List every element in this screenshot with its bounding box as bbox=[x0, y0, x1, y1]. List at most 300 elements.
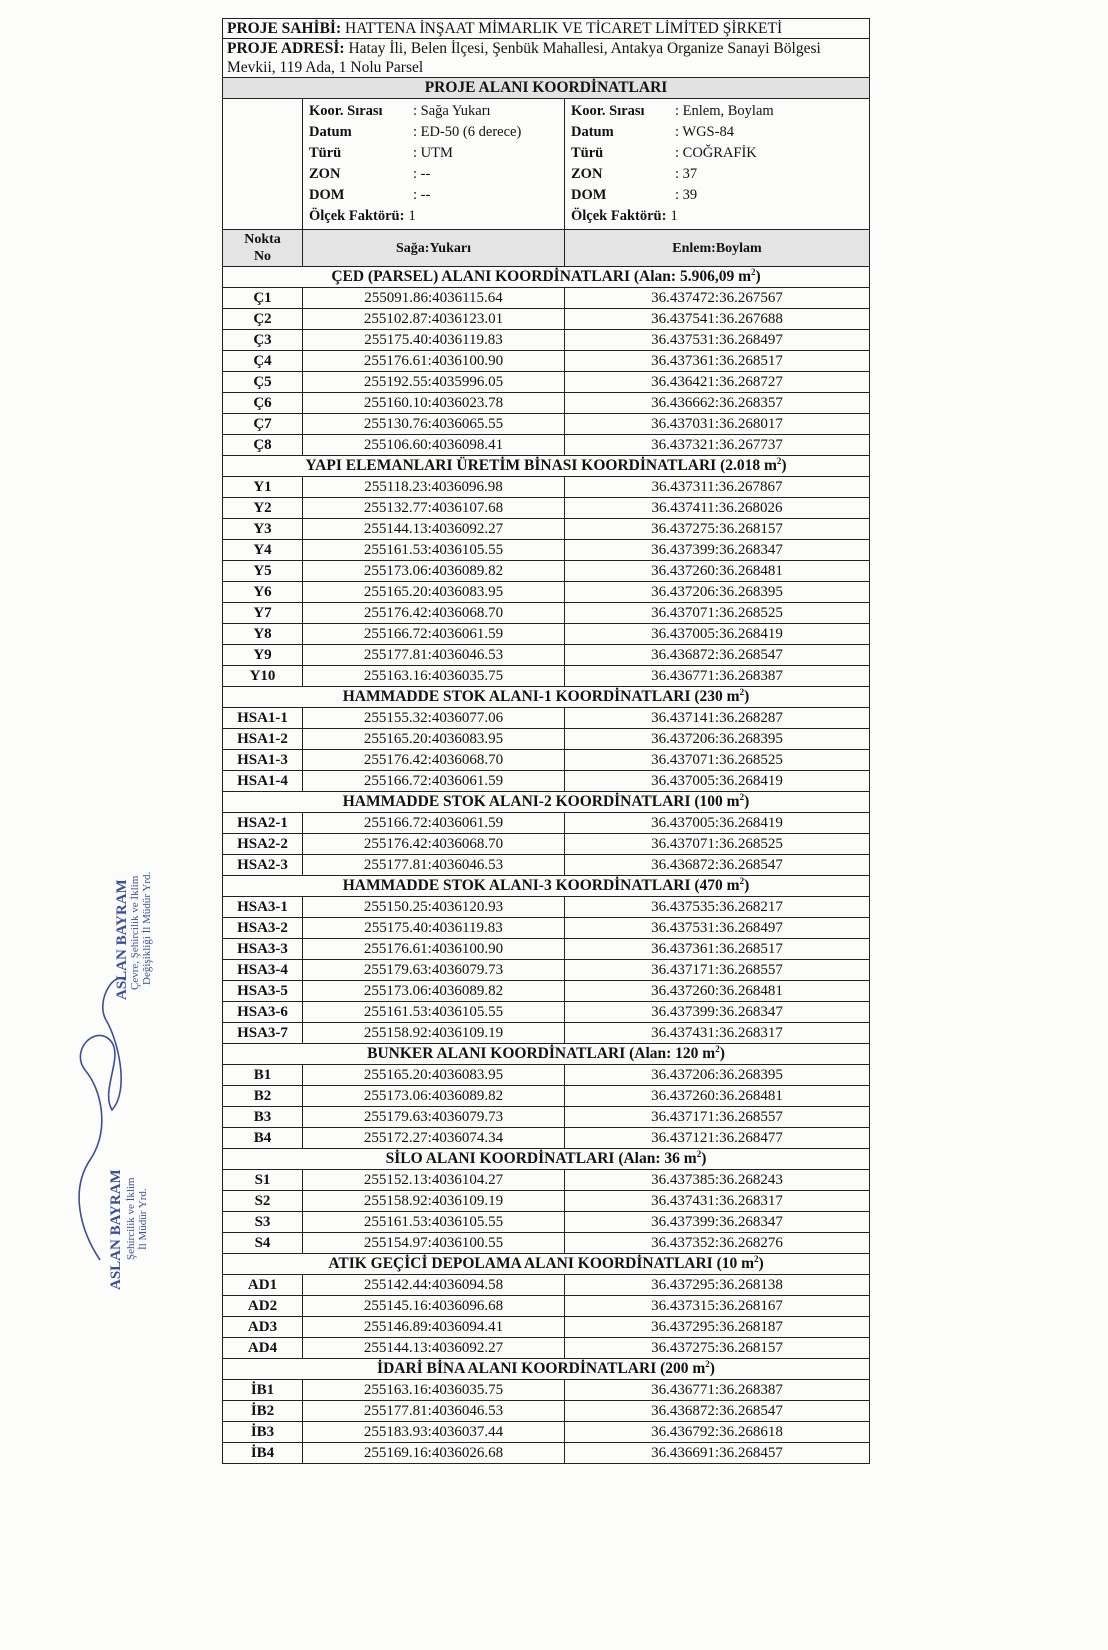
section-title bbox=[223, 1149, 870, 1170]
utm-coordinate: 255176.42:4036068.70 bbox=[303, 603, 565, 624]
info-right-block bbox=[565, 99, 870, 230]
section-title-text: HAMMADDE STOK ALANI-3 KOORDİNATLARI (470 m bbox=[342, 877, 740, 894]
table-row bbox=[223, 1191, 870, 1212]
coordinates-document bbox=[222, 18, 869, 1464]
section-title-superscript: 2 bbox=[751, 266, 756, 277]
table-row bbox=[223, 1401, 870, 1422]
utm-coordinate: 255106.60:4036098.41 bbox=[303, 435, 565, 456]
table-row bbox=[223, 498, 870, 519]
info-value: : Sağa Yukarı bbox=[413, 103, 491, 119]
point-number: S1 bbox=[223, 1170, 303, 1191]
geo-coordinate: 36.436872:36.268547 bbox=[565, 855, 870, 876]
geo-coordinate: 36.437399:36.268347 bbox=[565, 1212, 870, 1233]
section-title-tail: ) bbox=[744, 688, 750, 705]
point-number: HSA2-2 bbox=[223, 834, 303, 855]
info-right-row bbox=[571, 101, 869, 122]
column-header-utm: Sağa:Yukarı bbox=[303, 230, 565, 267]
address-value: Hatay İli, Belen İlçesi, Şenbük Mahallesi, Antakya Organize Sanayi Bölgesi Mevkii, 119 Ada, 1 Nolu Parsel bbox=[227, 40, 821, 76]
table-row bbox=[223, 1443, 870, 1464]
utm-coordinate: 255160.10:4036023.78 bbox=[303, 393, 565, 414]
section-title-superscript: 2 bbox=[715, 1043, 720, 1054]
point-number: Ç4 bbox=[223, 351, 303, 372]
info-key: Türü bbox=[571, 145, 604, 161]
geo-coordinate: 36.437411:36.268026 bbox=[565, 498, 870, 519]
info-value: 1 bbox=[670, 208, 678, 224]
section-header-row bbox=[223, 456, 870, 477]
geo-coordinate: 36.437260:36.268481 bbox=[565, 561, 870, 582]
geo-coordinate: 36.437399:36.268347 bbox=[565, 1002, 870, 1023]
column-header-row bbox=[223, 230, 870, 267]
table-row bbox=[223, 561, 870, 582]
info-value: : COĞRAFİK bbox=[675, 145, 757, 161]
info-left-row bbox=[309, 206, 564, 227]
geo-coordinate: 36.437206:36.268395 bbox=[565, 582, 870, 603]
info-value: : 37 bbox=[675, 166, 698, 182]
geo-coordinate: 36.437206:36.268395 bbox=[565, 1065, 870, 1086]
info-left-row bbox=[309, 185, 564, 206]
utm-coordinate: 255130.76:4036065.55 bbox=[303, 414, 565, 435]
section-title bbox=[223, 456, 870, 477]
table-row bbox=[223, 645, 870, 666]
table-row bbox=[223, 1380, 870, 1401]
page-title: PROJE ALANI KOORDİNATLARI bbox=[223, 78, 870, 99]
geo-coordinate: 36.437531:36.268497 bbox=[565, 330, 870, 351]
point-number: İB3 bbox=[223, 1422, 303, 1443]
point-number: HSA1-3 bbox=[223, 750, 303, 771]
point-number: Y8 bbox=[223, 624, 303, 645]
point-number: İB2 bbox=[223, 1401, 303, 1422]
table-row bbox=[223, 1170, 870, 1191]
info-right-row bbox=[571, 185, 869, 206]
utm-coordinate: 255163.16:4036035.75 bbox=[303, 666, 565, 687]
geo-coordinate: 36.436872:36.268547 bbox=[565, 645, 870, 666]
utm-coordinate: 255169.16:4036026.68 bbox=[303, 1443, 565, 1464]
point-number: HSA2-1 bbox=[223, 813, 303, 834]
utm-coordinate: 255165.20:4036083.95 bbox=[303, 582, 565, 603]
section-title-tail: ) bbox=[744, 793, 750, 810]
point-number: AD3 bbox=[223, 1317, 303, 1338]
info-key: Koor. Sırası bbox=[309, 103, 383, 119]
utm-coordinate: 255132.77:4036107.68 bbox=[303, 498, 565, 519]
geo-coordinate: 36.437005:36.268419 bbox=[565, 813, 870, 834]
info-left-row bbox=[309, 101, 564, 122]
utm-coordinate: 255161.53:4036105.55 bbox=[303, 540, 565, 561]
geo-coordinate: 36.436691:36.268457 bbox=[565, 1443, 870, 1464]
info-key: ZON bbox=[309, 166, 341, 182]
info-key: Ölçek Faktörü: bbox=[571, 208, 667, 224]
utm-coordinate: 255192.55:4035996.05 bbox=[303, 372, 565, 393]
info-left-row bbox=[309, 143, 564, 164]
table-row bbox=[223, 1002, 870, 1023]
section-header-row bbox=[223, 792, 870, 813]
section-title bbox=[223, 792, 870, 813]
geo-coordinate: 36.437171:36.268557 bbox=[565, 960, 870, 981]
point-number: Ç5 bbox=[223, 372, 303, 393]
geo-coordinate: 36.436771:36.268387 bbox=[565, 666, 870, 687]
section-title-superscript: 2 bbox=[696, 1148, 702, 1159]
title-row bbox=[223, 78, 870, 99]
owner-cell bbox=[223, 19, 870, 39]
coordinates-table-body bbox=[223, 19, 870, 1464]
point-number: HSA3-7 bbox=[223, 1023, 303, 1044]
geo-coordinate: 36.436662:36.268357 bbox=[565, 393, 870, 414]
geo-coordinate: 36.437275:36.268157 bbox=[565, 519, 870, 540]
point-number: HSA3-4 bbox=[223, 960, 303, 981]
table-row bbox=[223, 582, 870, 603]
point-number: AD4 bbox=[223, 1338, 303, 1359]
geo-coordinate: 36.437531:36.268497 bbox=[565, 918, 870, 939]
table-row bbox=[223, 750, 870, 771]
table-row bbox=[223, 1317, 870, 1338]
geo-coordinate: 36.437141:36.268287 bbox=[565, 708, 870, 729]
table-row bbox=[223, 981, 870, 1002]
info-value: : 39 bbox=[675, 187, 698, 203]
utm-coordinate: 255176.42:4036068.70 bbox=[303, 834, 565, 855]
section-title-tail: ) bbox=[701, 1150, 707, 1167]
info-right-row bbox=[571, 164, 869, 185]
section-title-tail: ) bbox=[719, 1045, 725, 1062]
table-row bbox=[223, 897, 870, 918]
table-row bbox=[223, 666, 870, 687]
info-key: ZON bbox=[571, 166, 603, 182]
point-number: Y5 bbox=[223, 561, 303, 582]
official-stamp-signature bbox=[40, 790, 153, 1290]
point-number: B2 bbox=[223, 1086, 303, 1107]
table-row bbox=[223, 918, 870, 939]
utm-coordinate: 255172.27:4036074.34 bbox=[303, 1128, 565, 1149]
stamp-sub-right-1: Çevre, Şehircilik ve İklim bbox=[129, 875, 141, 990]
utm-coordinate: 255161.53:4036105.55 bbox=[303, 1212, 565, 1233]
stamp-sub-left-2: İl Müdür Yrd. bbox=[137, 1188, 149, 1250]
geo-coordinate: 36.437295:36.268138 bbox=[565, 1275, 870, 1296]
section-title bbox=[223, 1359, 870, 1380]
geo-coordinate: 36.437171:36.268557 bbox=[565, 1107, 870, 1128]
info-key: DOM bbox=[571, 187, 607, 203]
table-row bbox=[223, 1128, 870, 1149]
column-header-no bbox=[223, 230, 303, 267]
info-value: : WGS-84 bbox=[675, 124, 734, 140]
utm-coordinate: 255173.06:4036089.82 bbox=[303, 561, 565, 582]
info-right-row bbox=[571, 143, 869, 164]
utm-coordinate: 255183.93:4036037.44 bbox=[303, 1422, 565, 1443]
table-row bbox=[223, 1107, 870, 1128]
section-title-text: ATIK GEÇİCİ DEPOLAMA ALANI KOORDİNATLARI (10 m bbox=[328, 1255, 755, 1272]
geo-coordinate: 36.437121:36.268477 bbox=[565, 1128, 870, 1149]
section-title bbox=[223, 1254, 870, 1275]
utm-coordinate: 255176.61:4036100.90 bbox=[303, 351, 565, 372]
section-header-row bbox=[223, 1359, 870, 1380]
point-number: HSA1-2 bbox=[223, 729, 303, 750]
utm-coordinate: 255158.92:4036109.19 bbox=[303, 1023, 565, 1044]
geo-coordinate: 36.437311:36.267867 bbox=[565, 477, 870, 498]
table-row bbox=[223, 729, 870, 750]
point-number: Y10 bbox=[223, 666, 303, 687]
point-number: Y2 bbox=[223, 498, 303, 519]
point-number: Y7 bbox=[223, 603, 303, 624]
coordinates-table bbox=[222, 18, 870, 1464]
geo-coordinate: 36.437541:36.267688 bbox=[565, 309, 870, 330]
table-row bbox=[223, 1086, 870, 1107]
table-row bbox=[223, 309, 870, 330]
table-row bbox=[223, 372, 870, 393]
table-row bbox=[223, 288, 870, 309]
point-number: HSA2-3 bbox=[223, 855, 303, 876]
point-number: S4 bbox=[223, 1233, 303, 1254]
stamp-sub-left-1: Şehircilik ve İklim bbox=[125, 1177, 137, 1260]
point-number: Y3 bbox=[223, 519, 303, 540]
table-row bbox=[223, 1233, 870, 1254]
table-row bbox=[223, 855, 870, 876]
utm-coordinate: 255166.72:4036061.59 bbox=[303, 771, 565, 792]
utm-coordinate: 255155.32:4036077.06 bbox=[303, 708, 565, 729]
section-title-text: HAMMADDE STOK ALANI-2 KOORDİNATLARI (100 m bbox=[342, 793, 740, 810]
section-title bbox=[223, 687, 870, 708]
section-title-superscript: 2 bbox=[739, 791, 745, 802]
geo-coordinate: 36.436792:36.268618 bbox=[565, 1422, 870, 1443]
table-row bbox=[223, 393, 870, 414]
point-number: HSA1-4 bbox=[223, 771, 303, 792]
section-title-text: YAPI ELEMANLARI ÜRETİM BİNASI KOORDİNATLARI (2.018 m bbox=[305, 457, 777, 474]
utm-coordinate: 255145.16:4036096.68 bbox=[303, 1296, 565, 1317]
section-title bbox=[223, 1044, 870, 1065]
section-title-text: SİLO ALANI KOORDİNATLARI (Alan: 36 m bbox=[385, 1150, 697, 1167]
point-number: Y4 bbox=[223, 540, 303, 561]
utm-coordinate: 255177.81:4036046.53 bbox=[303, 855, 565, 876]
geo-coordinate: 36.436771:36.268387 bbox=[565, 1380, 870, 1401]
info-right-row bbox=[571, 206, 869, 227]
point-number: AD2 bbox=[223, 1296, 303, 1317]
info-empty-cell bbox=[223, 99, 303, 230]
utm-coordinate: 255152.13:4036104.27 bbox=[303, 1170, 565, 1191]
geo-coordinate: 36.437260:36.268481 bbox=[565, 1086, 870, 1107]
section-title-superscript: 2 bbox=[705, 1358, 710, 1369]
column-header-no-line2: No bbox=[253, 249, 272, 264]
section-title-tail: ) bbox=[744, 877, 750, 894]
column-header-geo: Enlem:Boylam bbox=[565, 230, 870, 267]
info-value: : -- bbox=[413, 187, 431, 203]
geo-coordinate: 36.437071:36.268525 bbox=[565, 603, 870, 624]
section-title-text: BUNKER ALANI KOORDİNATLARI (Alan: 120 m bbox=[367, 1045, 716, 1062]
section-title-superscript: 2 bbox=[739, 875, 745, 886]
utm-coordinate: 255177.81:4036046.53 bbox=[303, 1401, 565, 1422]
geo-coordinate: 36.437431:36.268317 bbox=[565, 1191, 870, 1212]
utm-coordinate: 255175.40:4036119.83 bbox=[303, 330, 565, 351]
table-row bbox=[223, 771, 870, 792]
point-number: B4 bbox=[223, 1128, 303, 1149]
point-number: HSA1-1 bbox=[223, 708, 303, 729]
section-title-tail: ) bbox=[781, 457, 787, 474]
table-row bbox=[223, 1422, 870, 1443]
table-row bbox=[223, 1023, 870, 1044]
utm-coordinate: 255173.06:4036089.82 bbox=[303, 981, 565, 1002]
section-header-row bbox=[223, 1254, 870, 1275]
table-row bbox=[223, 708, 870, 729]
point-number: B1 bbox=[223, 1065, 303, 1086]
utm-coordinate: 255102.87:4036123.01 bbox=[303, 309, 565, 330]
geo-coordinate: 36.437031:36.268017 bbox=[565, 414, 870, 435]
section-header-row bbox=[223, 687, 870, 708]
info-left-row bbox=[309, 164, 564, 185]
address-label: PROJE ADRESİ: bbox=[227, 40, 345, 57]
point-number: Y6 bbox=[223, 582, 303, 603]
point-number: Ç7 bbox=[223, 414, 303, 435]
geo-coordinate: 36.436872:36.268547 bbox=[565, 1401, 870, 1422]
geo-coordinate: 36.437206:36.268395 bbox=[565, 729, 870, 750]
utm-coordinate: 255146.89:4036094.41 bbox=[303, 1317, 565, 1338]
section-title-text: ÇED (PARSEL) ALANI KOORDİNATLARI (Alan: 5.906,09 m bbox=[331, 268, 752, 285]
point-number: S3 bbox=[223, 1212, 303, 1233]
point-number: İB4 bbox=[223, 1443, 303, 1464]
section-title-superscript: 2 bbox=[776, 455, 782, 466]
stamp-sub-right-2: Değişikliği İl Müdür Yrd. bbox=[141, 871, 153, 985]
utm-coordinate: 255144.13:4036092.27 bbox=[303, 1338, 565, 1359]
point-number: Ç8 bbox=[223, 435, 303, 456]
table-row bbox=[223, 1065, 870, 1086]
geo-coordinate: 36.436421:36.268727 bbox=[565, 372, 870, 393]
point-number: S2 bbox=[223, 1191, 303, 1212]
utm-coordinate: 255154.97:4036100.55 bbox=[303, 1233, 565, 1254]
utm-coordinate: 255144.13:4036092.27 bbox=[303, 519, 565, 540]
info-value: : -- bbox=[413, 166, 431, 182]
info-value: : ED-50 (6 derece) bbox=[413, 124, 522, 140]
info-left-row bbox=[309, 122, 564, 143]
geo-coordinate: 36.437321:36.267737 bbox=[565, 435, 870, 456]
section-header-row bbox=[223, 267, 870, 288]
column-header-no-line1: Nokta bbox=[244, 232, 281, 247]
table-row bbox=[223, 1275, 870, 1296]
address-cell bbox=[223, 39, 870, 78]
point-number: Y9 bbox=[223, 645, 303, 666]
table-row bbox=[223, 414, 870, 435]
geo-coordinate: 36.437431:36.268317 bbox=[565, 1023, 870, 1044]
utm-coordinate: 255179.63:4036079.73 bbox=[303, 960, 565, 981]
utm-coordinate: 255150.25:4036120.93 bbox=[303, 897, 565, 918]
point-number: Ç1 bbox=[223, 288, 303, 309]
section-title-tail: ) bbox=[755, 268, 761, 285]
info-key: Türü bbox=[309, 145, 342, 161]
utm-coordinate: 255161.53:4036105.55 bbox=[303, 1002, 565, 1023]
section-title-text: İDARİ BİNA ALANI KOORDİNATLARI (200 m bbox=[377, 1360, 706, 1377]
utm-coordinate: 255179.63:4036079.73 bbox=[303, 1107, 565, 1128]
section-title bbox=[223, 267, 870, 288]
table-row bbox=[223, 960, 870, 981]
info-value: : UTM bbox=[413, 145, 453, 161]
table-row bbox=[223, 603, 870, 624]
info-key: Ölçek Faktörü: bbox=[309, 208, 405, 224]
table-row bbox=[223, 435, 870, 456]
owner-value: HATTENA İNŞAAT MİMARLIK VE TİCARET LİMİTED ŞİRKETİ bbox=[345, 20, 783, 37]
info-key: Koor. Sırası bbox=[571, 103, 645, 119]
table-row bbox=[223, 939, 870, 960]
info-left-block bbox=[303, 99, 565, 230]
utm-coordinate: 255158.92:4036109.19 bbox=[303, 1191, 565, 1212]
geo-coordinate: 36.437399:36.268347 bbox=[565, 540, 870, 561]
point-number: İB1 bbox=[223, 1380, 303, 1401]
table-row bbox=[223, 1212, 870, 1233]
utm-coordinate: 255163.16:4036035.75 bbox=[303, 1380, 565, 1401]
table-row bbox=[223, 477, 870, 498]
utm-coordinate: 255177.81:4036046.53 bbox=[303, 645, 565, 666]
owner-label: PROJE SAHİBİ: bbox=[227, 20, 342, 37]
point-number: HSA3-3 bbox=[223, 939, 303, 960]
table-row bbox=[223, 330, 870, 351]
info-key: DOM bbox=[309, 187, 345, 203]
utm-coordinate: 255175.40:4036119.83 bbox=[303, 918, 565, 939]
geo-coordinate: 36.437535:36.268217 bbox=[565, 897, 870, 918]
geo-coordinate: 36.437385:36.268243 bbox=[565, 1170, 870, 1191]
geo-coordinate: 36.437071:36.268525 bbox=[565, 750, 870, 771]
geo-coordinate: 36.437315:36.268167 bbox=[565, 1296, 870, 1317]
section-title-superscript: 2 bbox=[739, 686, 745, 697]
point-number: Ç3 bbox=[223, 330, 303, 351]
section-header-row bbox=[223, 876, 870, 897]
section-title-superscript: 2 bbox=[754, 1253, 759, 1264]
point-number: Y1 bbox=[223, 477, 303, 498]
geo-coordinate: 36.437071:36.268525 bbox=[565, 834, 870, 855]
utm-coordinate: 255118.23:4036096.98 bbox=[303, 477, 565, 498]
geo-coordinate: 36.437361:36.268517 bbox=[565, 351, 870, 372]
utm-coordinate: 255176.61:4036100.90 bbox=[303, 939, 565, 960]
utm-coordinate: 255165.20:4036083.95 bbox=[303, 1065, 565, 1086]
geo-coordinate: 36.437005:36.268419 bbox=[565, 624, 870, 645]
geo-coordinate: 36.437361:36.268517 bbox=[565, 939, 870, 960]
table-row bbox=[223, 540, 870, 561]
section-title-tail: ) bbox=[709, 1360, 715, 1377]
table-row bbox=[223, 1296, 870, 1317]
point-number: Ç6 bbox=[223, 393, 303, 414]
owner-row bbox=[223, 19, 870, 39]
address-row bbox=[223, 39, 870, 78]
utm-coordinate: 255165.20:4036083.95 bbox=[303, 729, 565, 750]
info-value: 1 bbox=[408, 208, 416, 224]
utm-coordinate: 255091.86:4036115.64 bbox=[303, 288, 565, 309]
table-row bbox=[223, 813, 870, 834]
section-header-row bbox=[223, 1149, 870, 1170]
section-title bbox=[223, 876, 870, 897]
info-key: Datum bbox=[571, 124, 614, 140]
info-value: : Enlem, Boylam bbox=[675, 103, 774, 119]
table-row bbox=[223, 624, 870, 645]
table-row bbox=[223, 519, 870, 540]
table-row bbox=[223, 351, 870, 372]
utm-coordinate: 255166.72:4036061.59 bbox=[303, 624, 565, 645]
utm-coordinate: 255142.44:4036094.58 bbox=[303, 1275, 565, 1296]
point-number: HSA3-6 bbox=[223, 1002, 303, 1023]
info-right-row bbox=[571, 122, 869, 143]
geo-coordinate: 36.437275:36.268157 bbox=[565, 1338, 870, 1359]
point-number: B3 bbox=[223, 1107, 303, 1128]
utm-coordinate: 255166.72:4036061.59 bbox=[303, 813, 565, 834]
point-number: HSA3-1 bbox=[223, 897, 303, 918]
point-number: Ç2 bbox=[223, 309, 303, 330]
section-title-text: HAMMADDE STOK ALANI-1 KOORDİNATLARI (230 m bbox=[342, 688, 740, 705]
info-row bbox=[223, 99, 870, 230]
geo-coordinate: 36.437295:36.268187 bbox=[565, 1317, 870, 1338]
stamp-name-right: ASLAN BAYRAM bbox=[114, 879, 130, 1000]
geo-coordinate: 36.437352:36.268276 bbox=[565, 1233, 870, 1254]
stamp-name-left: ASLAN BAYRAM bbox=[108, 1169, 124, 1290]
utm-coordinate: 255176.42:4036068.70 bbox=[303, 750, 565, 771]
section-header-row bbox=[223, 1044, 870, 1065]
geo-coordinate: 36.437260:36.268481 bbox=[565, 981, 870, 1002]
geo-coordinate: 36.437472:36.267567 bbox=[565, 288, 870, 309]
geo-coordinate: 36.437005:36.268419 bbox=[565, 771, 870, 792]
point-number: AD1 bbox=[223, 1275, 303, 1296]
utm-coordinate: 255173.06:4036089.82 bbox=[303, 1086, 565, 1107]
table-row bbox=[223, 1338, 870, 1359]
info-key: Datum bbox=[309, 124, 352, 140]
section-title-tail: ) bbox=[758, 1255, 764, 1272]
